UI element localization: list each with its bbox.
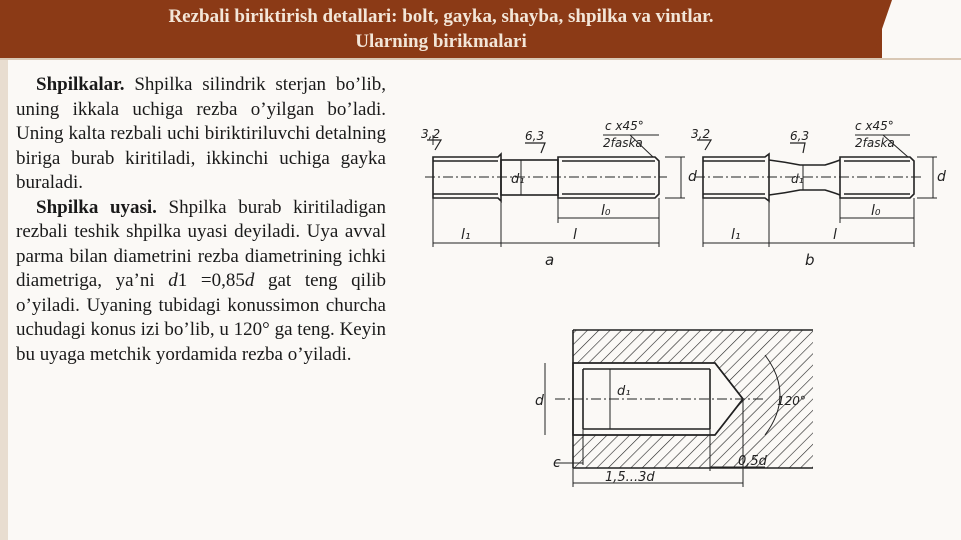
fig-b-chamfer2: 2faska	[855, 136, 895, 150]
left-sidebar-strip	[0, 60, 8, 540]
term-shpilka-uyasi: Shpilka uyasi.	[36, 196, 157, 218]
header-divider	[0, 58, 961, 60]
fig-b-l1: l₁	[731, 227, 741, 243]
fig-b-label: b	[805, 251, 815, 269]
paragraph-shpilka-uyasi	[16, 196, 386, 368]
p2-d1: d	[168, 270, 178, 291]
p2-text-a: Shpilka burab kiritiladigan rezbali teshik shpilka	[16, 196, 386, 242]
p2-d1-sub: 1	[177, 270, 188, 291]
fig-b-d1: d₁	[791, 172, 804, 186]
socket-angle: 120°	[777, 394, 806, 408]
p2-eq: =0,85	[187, 270, 245, 291]
body-text	[16, 73, 386, 367]
fig-a-rough2: 6,3	[525, 129, 545, 143]
fig-a-d: d	[688, 169, 697, 185]
figure-socket	[545, 330, 813, 487]
socket-d: d	[535, 393, 544, 409]
fig-b-rough2: 6,3	[790, 129, 810, 143]
fig-b-d: d	[937, 169, 946, 185]
header-title-line1: Rezbali biriktirish detallari: bolt, gayka, shayba, shpilka va vintlar.	[168, 6, 714, 27]
fig-a-rough1: 3,2	[421, 127, 441, 141]
p2-text-c: gat teng qilib o’yiladi. Uyaning tubidagi konussimon churcha uchudagi konus izi bo’lib, u 120° ga teng. Keyin bu uyaga metchik yordamida rezba o’yiladi.	[16, 270, 387, 365]
fig-b-chamfer: c x45°	[855, 119, 894, 133]
paragraph-shpilkalar	[16, 73, 386, 196]
p2-text-b: uyasi deyiladi. Uya avval parma bilan diametrini rezba diametrining ichki diametriga, ya’ni	[16, 221, 386, 291]
fig-a-l: l	[573, 227, 577, 243]
socket-c: c	[553, 455, 561, 471]
fig-a-l0: l₀	[601, 203, 611, 219]
fig-b-l: l	[833, 227, 837, 243]
header-wedge	[872, 0, 892, 58]
p1-text: Shpilka silindrik sterjan bo’lib, uning ikkala uchiga rezba o’yilgan bo’ladi. Uning kalta rezbali uchi biriktiriluvchi detalning biriga burab kiritiladi, ikkinchi uchiga gayka buraladi.	[16, 74, 386, 193]
stud-drawings	[405, 105, 950, 510]
fig-a-d1: d₁	[511, 172, 525, 187]
socket-depth: 0,5d	[738, 454, 767, 469]
p2-d: d	[244, 270, 255, 291]
fig-a-chamfer2: 2faska	[603, 136, 643, 150]
fig-b-l0: l₀	[871, 203, 881, 219]
fig-b-rough1: 3,2	[691, 127, 711, 141]
fig-a-l1: l₁	[461, 227, 471, 243]
socket-length: 1,5...3d	[605, 470, 655, 485]
fig-a-label: a	[545, 251, 555, 269]
fig-a-chamfer: c x45°	[605, 119, 644, 133]
socket-d1: d₁	[617, 384, 631, 399]
slide-header	[0, 0, 882, 58]
header-title-line2: Ularning birikmalari	[355, 31, 527, 52]
term-shpilkalar: Shpilkalar.	[36, 74, 125, 95]
